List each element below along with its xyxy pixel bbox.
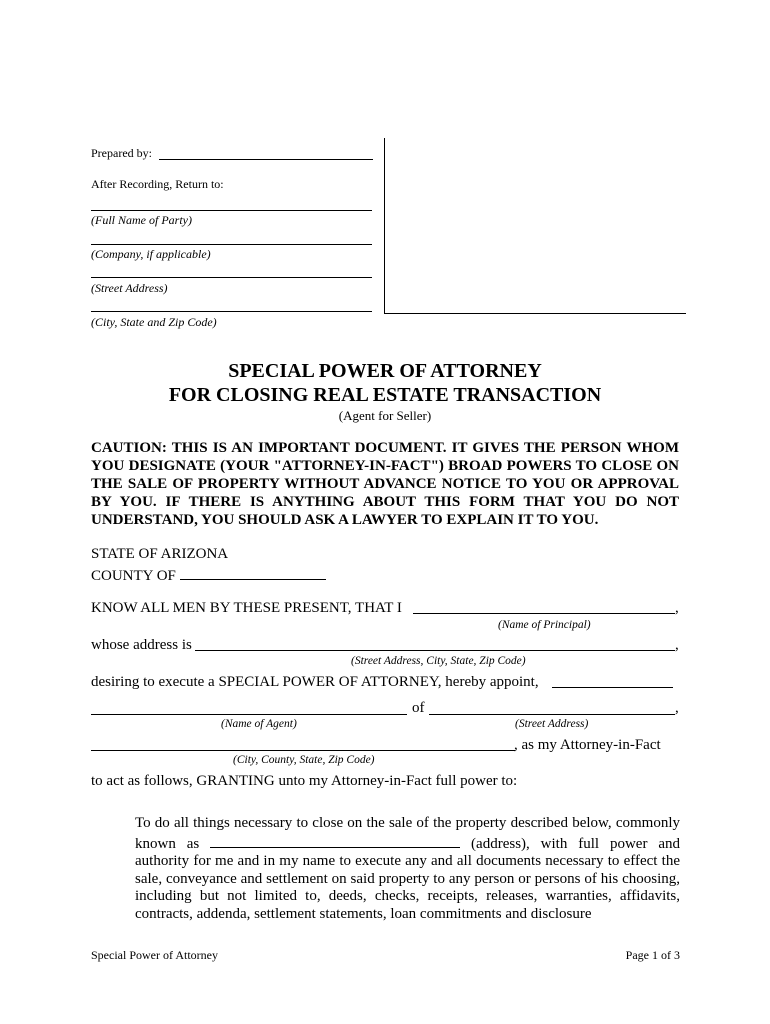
company-caption: (Company, if applicable)	[91, 247, 211, 261]
prepared-by-row	[91, 146, 373, 162]
city-caption: (City, State and Zip Code)	[91, 315, 217, 329]
county-label: COUNTY OF	[91, 568, 176, 584]
agent-city-caption: (City, County, State, Zip Code)	[233, 754, 375, 766]
desiring-label: desiring to execute a SPECIAL POWER OF ATTORNEY, hereby appoint,	[91, 674, 539, 690]
recording-divider	[384, 138, 385, 314]
company-field[interactable]	[91, 244, 372, 245]
caution-notice: CAUTION: THIS IS AN IMPORTANT DOCUMENT. IT GIVES THE PERSON WHOM YOU DESIGNATE (YOUR "ATTORNEY-IN-FACT") BROAD POWERS TO CLOSE ON THE SALE OF PROPERTY WITHOUT ADVANCE NOTICE TO YOU OR APPROVAL BY YOU. IF THERE IS ANYTHING ABOUT THIS FORM THAT YOU DO NOT UNDERSTAND, YOU SHOULD ASK A LAWYER TO EXPLAIN IT TO YOU.	[91, 440, 679, 528]
street-caption: (Street Address)	[91, 281, 168, 295]
document-title-line2: FOR CLOSING REAL ESTATE TRANSACTION	[168, 384, 602, 406]
agent-street-caption: (Street Address)	[515, 718, 589, 730]
principal-address-caption: (Street Address, City, State, Zip Code)	[351, 655, 526, 667]
document-title-line1: SPECIAL POWER OF ATTORNEY	[228, 360, 542, 382]
document-subtitle: (Agent for Seller)	[338, 408, 432, 423]
whose-address-label: whose address is	[91, 637, 192, 653]
prepared-by-field[interactable]	[159, 159, 373, 160]
principal-name-caption: (Name of Principal)	[498, 619, 591, 631]
county-field[interactable]	[180, 565, 326, 580]
principal-address-field[interactable]	[195, 650, 675, 651]
footer-title: Special Power of Attorney	[91, 948, 218, 962]
city-field[interactable]	[91, 311, 372, 312]
street-field[interactable]	[91, 277, 372, 278]
property-address-field[interactable]	[210, 833, 460, 848]
agent-city-field[interactable]	[91, 750, 515, 751]
principal-comma: ,	[675, 600, 679, 616]
powers-paragraph	[135, 815, 680, 924]
full-name-caption: (Full Name of Party)	[91, 213, 192, 227]
agent-comma: ,	[675, 700, 679, 716]
agent-name-caption: (Name of Agent)	[221, 718, 297, 730]
agent-name-field[interactable]	[91, 714, 407, 715]
attorney-in-fact-label: , as my Attorney-in-Fact	[514, 737, 661, 753]
of-label: of	[412, 700, 425, 716]
prepared-by-label: Prepared by:	[91, 146, 152, 160]
agent-street-field[interactable]	[429, 714, 675, 715]
full-name-field[interactable]	[91, 210, 372, 211]
principal-name-field[interactable]	[413, 613, 675, 614]
after-recording-label: After Recording, Return to:	[91, 177, 224, 191]
appointee-field[interactable]	[552, 687, 673, 688]
county-row	[91, 565, 326, 585]
powers-text-1: To do all things necessary to close on the sale of the property described below, commonly known as	[135, 815, 680, 852]
to-act-label: to act as follows, GRANTING unto my Attorney-in-Fact full power to:	[91, 773, 518, 789]
recording-area-line	[384, 313, 686, 314]
powers-text-2: (address), with full power and authority for me and in my name to execute any and all documents necessary to effect the sale, conveyance and settlement on said property to any person or persons of his choosing, including but not limited to, deeds, checks, receipts, releases, warranties, affidavits, contracts, addenda, settlement statements, loan commitments and disclosure	[135, 835, 681, 922]
state-label: STATE OF ARIZONA	[91, 546, 229, 562]
page-number: Page 1 of 3	[625, 948, 680, 962]
address-comma: ,	[675, 637, 679, 653]
know-all-label: KNOW ALL MEN BY THESE PRESENT, THAT I	[91, 600, 402, 616]
